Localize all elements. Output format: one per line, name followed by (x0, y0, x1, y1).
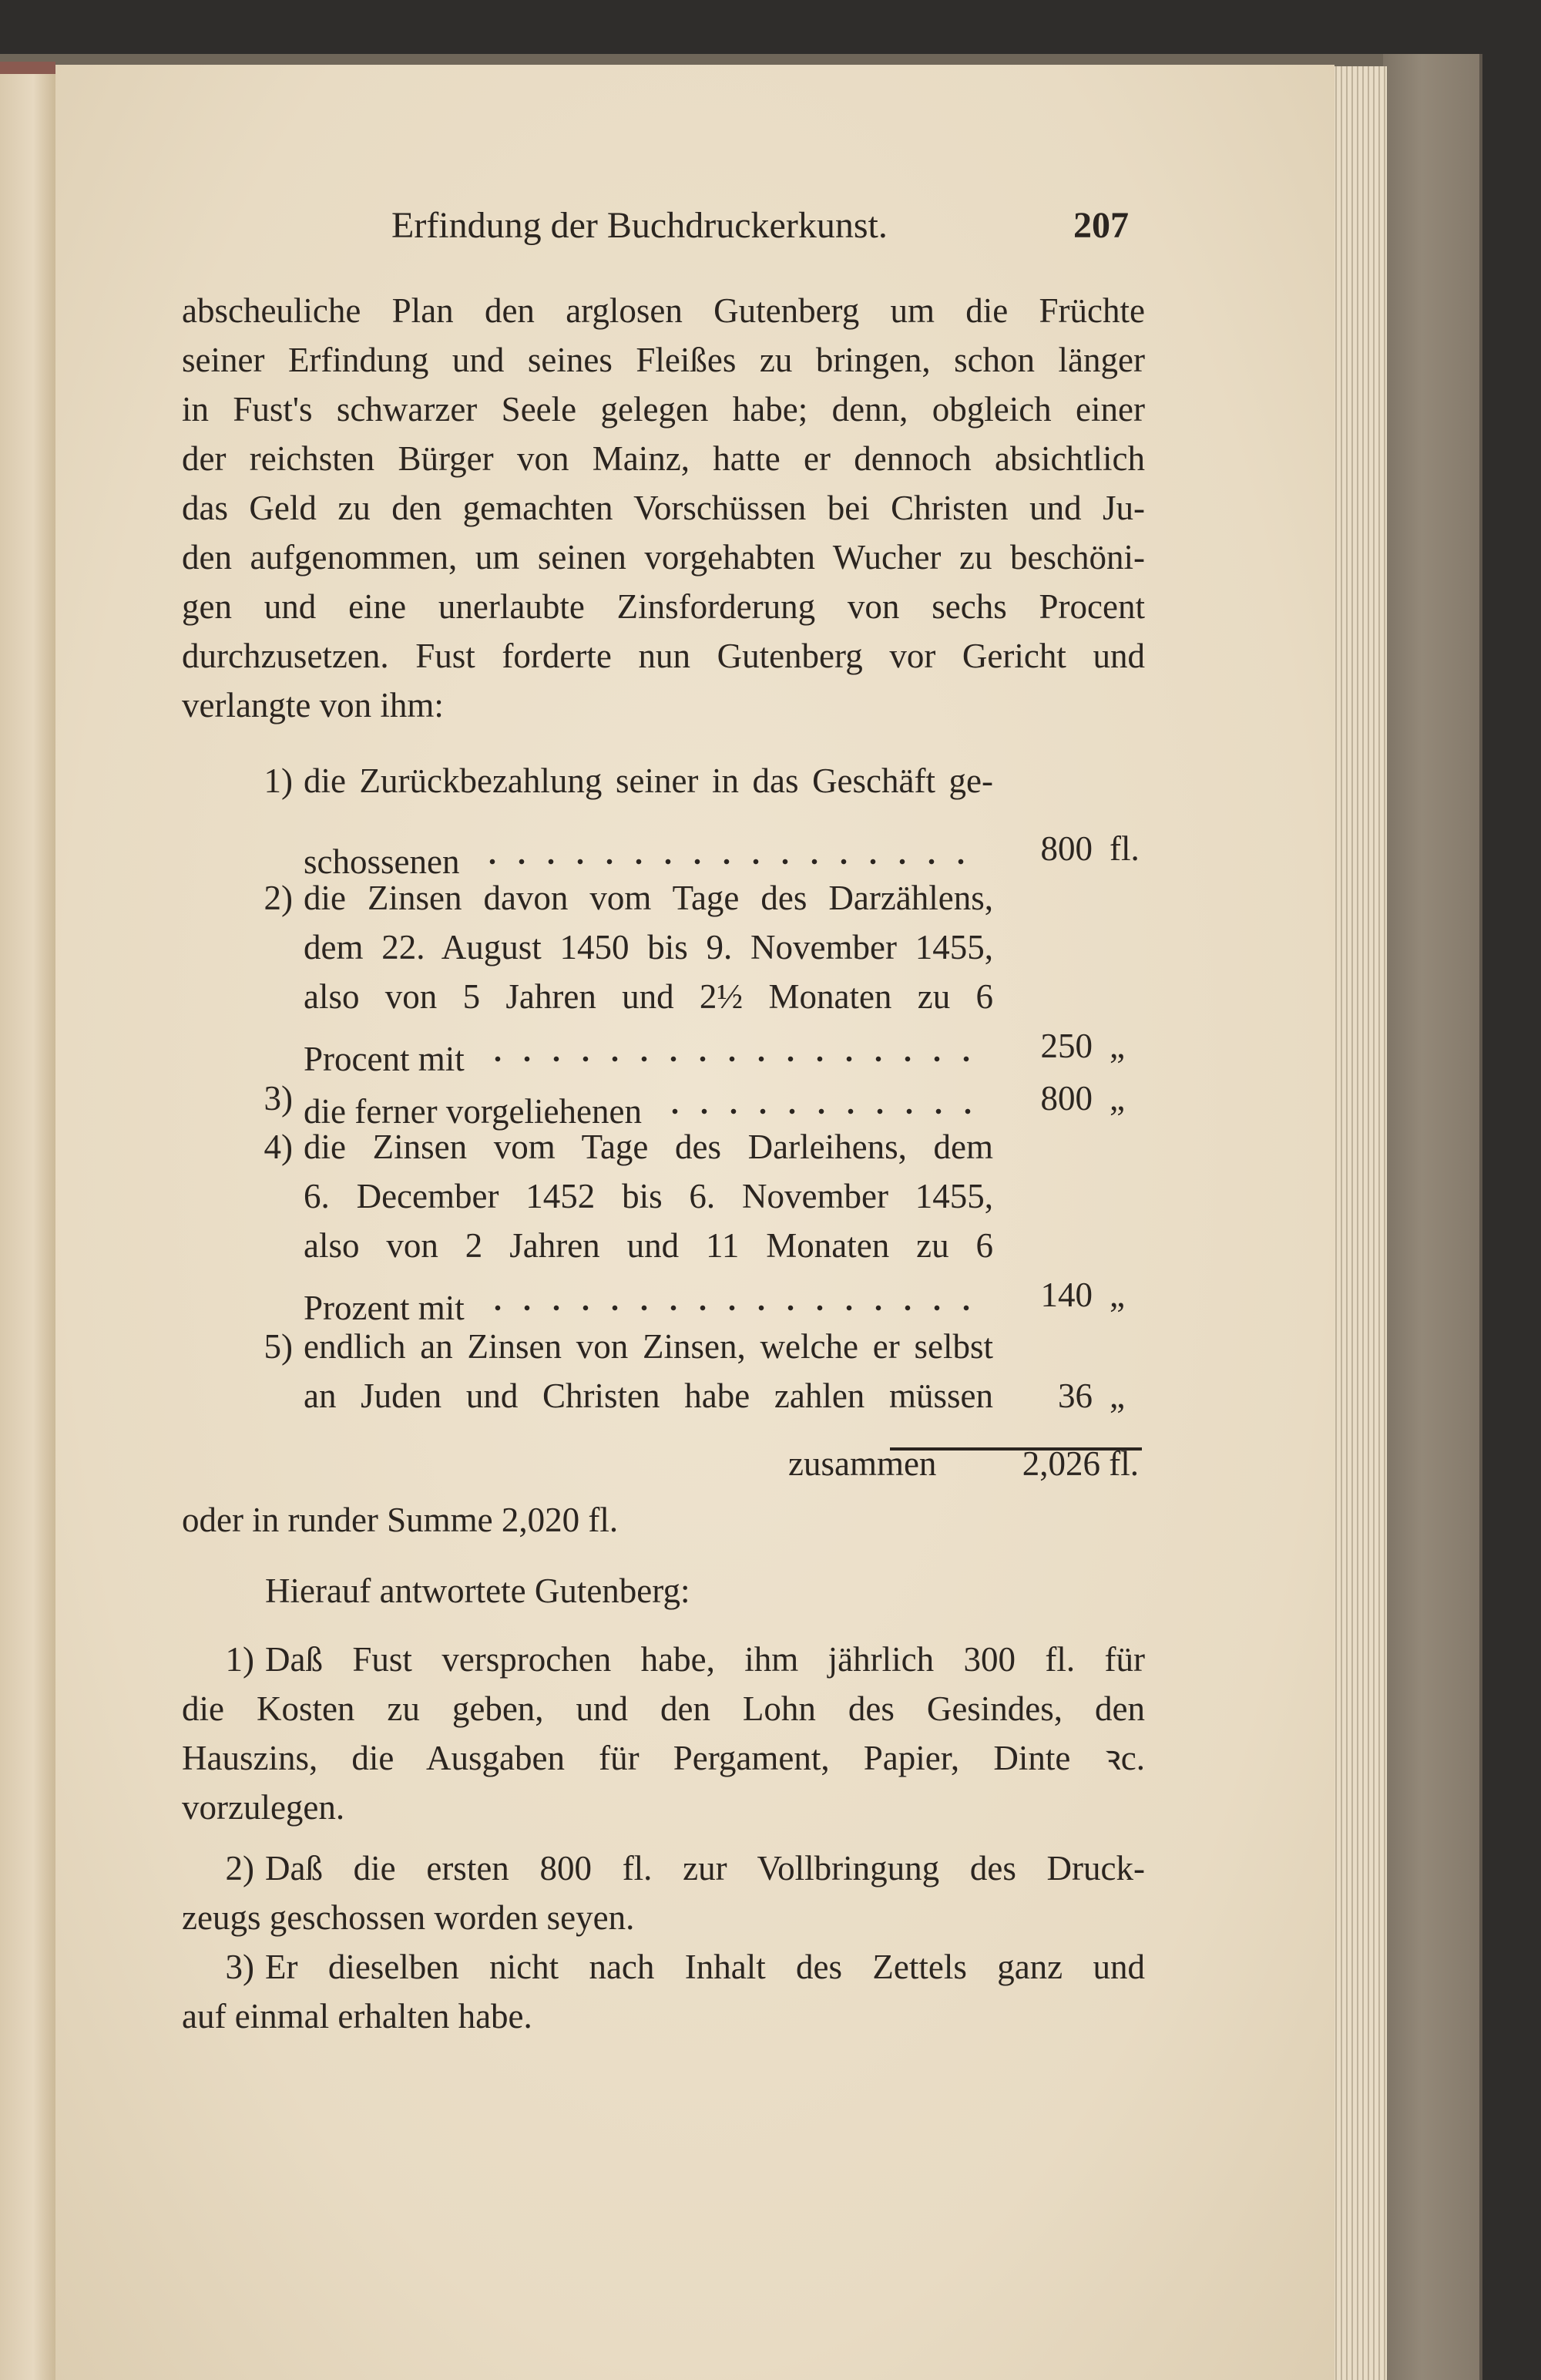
item-number: 2) (225, 1849, 254, 1888)
text-line: das Geld zu den gemachten Vorschüssen bei Christen und Ju- (182, 489, 1145, 527)
item-number: 1) (264, 761, 293, 800)
item-unit: „ (1110, 1377, 1125, 1415)
text-line: zeugs geschossen worden seyen. (182, 1898, 635, 1937)
dot-leader (483, 1270, 985, 1319)
item-unit: fl. (1110, 829, 1140, 868)
text-line: durchzusetzen. Fust forderte nun Gutenberg vor Gericht und (182, 637, 1145, 675)
item-text: Procent mit (304, 1040, 465, 1078)
text-line: also von 2 Jahren und 11 Monaten zu 6 (304, 1226, 993, 1265)
dot-leader (660, 1074, 985, 1123)
text-line: Hauszins, die Ausgaben für Pergament, Papier, Dinte ꝛc. (182, 1739, 1145, 1777)
item-amount: 140 (1040, 1276, 1093, 1314)
text-line: an Juden und Christen habe zahlen müssen (304, 1377, 993, 1415)
text-line: in Fust's schwarzer Seele gelegen habe; denn, obgleich einer (182, 390, 1145, 429)
item-number: 5) (264, 1327, 293, 1366)
left-page-edge (0, 62, 55, 2380)
text-line: endlich an Zinsen von Zinsen, welche er selbst (304, 1327, 993, 1366)
item-unit: „ (1110, 1079, 1125, 1118)
item-number: 1) (225, 1640, 254, 1679)
leader-line (304, 1270, 993, 1327)
leader-line (304, 1074, 993, 1131)
item-unit: „ (1110, 1027, 1125, 1065)
text-line: die Zinsen vom Tage des Darleihens, dem (304, 1128, 993, 1166)
text-line: die Kosten zu geben, und den Lohn des Gesindes, den (182, 1689, 1145, 1728)
text-line: die Zurückbezahlung seiner in das Geschäft ge- (304, 761, 993, 800)
total-amount: 2,026 fl. (1022, 1444, 1139, 1483)
text-line: abscheuliche Plan den arglosen Gutenberg um die Früchte (182, 291, 1145, 330)
text-line: also von 5 Jahren und 2½ Monaten zu 6 (304, 977, 993, 1016)
item-number: 2) (264, 879, 293, 917)
text-line: dem 22. August 1450 bis 9. November 1455, (304, 928, 993, 966)
text-line: Daß die ersten 800 fl. zur Vollbringung des Druck- (265, 1849, 1145, 1888)
text-line: Er dieselben nicht nach Inhalt des Zettels ganz und (265, 1948, 1145, 1986)
item-text: die ferner vorgeliehenen (304, 1092, 642, 1131)
page-number: 207 (1073, 205, 1129, 246)
text-line: Daß Fust versprochen habe, ihm jährlich 300 fl. für (265, 1640, 1145, 1679)
text-line: der reichsten Bürger von Mainz, hatte er dennoch absichtlich (182, 439, 1145, 478)
dot-leader (478, 824, 985, 873)
dot-leader (483, 1021, 985, 1071)
book-cover (1383, 54, 1482, 2380)
rounded-sum: oder in runder Summe 2,020 fl. (182, 1501, 619, 1539)
text-line: den aufgenommen, um seinen vorgehabten Wucher zu beschöni- (182, 538, 1145, 577)
paragraph (182, 286, 1145, 730)
item-unit: „ (1110, 1276, 1125, 1314)
text-line: verlangte von ihm: (182, 686, 444, 724)
item-text: schossenen (304, 842, 460, 881)
item-amount: 36 (1058, 1377, 1093, 1415)
text-line: die Zinsen davon vom Tage des Darzählens, (304, 879, 993, 917)
total-label: zusammen (788, 1444, 937, 1483)
leader-line (304, 824, 993, 881)
page-stack-edge (1331, 66, 1387, 2380)
text-line: vorzulegen. (182, 1788, 345, 1827)
text-line: seiner Erfindung und seines Fleißes zu bringen, schon länger (182, 341, 1145, 379)
item-number: 3) (225, 1948, 254, 1986)
reply-intro: Hierauf antwortete Gutenberg: (265, 1572, 690, 1610)
text-line: gen und eine unerlaubte Zinsforderung von sechs Procent (182, 587, 1145, 626)
text-line: auf einmal erhalten habe. (182, 1997, 532, 2035)
item-amount: 800 (1040, 1079, 1093, 1118)
item-number: 3) (264, 1079, 293, 1118)
item-amount: 800 (1040, 829, 1093, 868)
item-number: 4) (264, 1128, 293, 1166)
item-text: Prozent mit (304, 1289, 465, 1327)
text-line: 6. December 1452 bis 6. November 1455, (304, 1177, 993, 1215)
item-amount: 250 (1040, 1027, 1093, 1065)
leader-line (304, 1021, 993, 1078)
running-header: Erfindung der Buchdruckerkunst. (391, 205, 888, 246)
